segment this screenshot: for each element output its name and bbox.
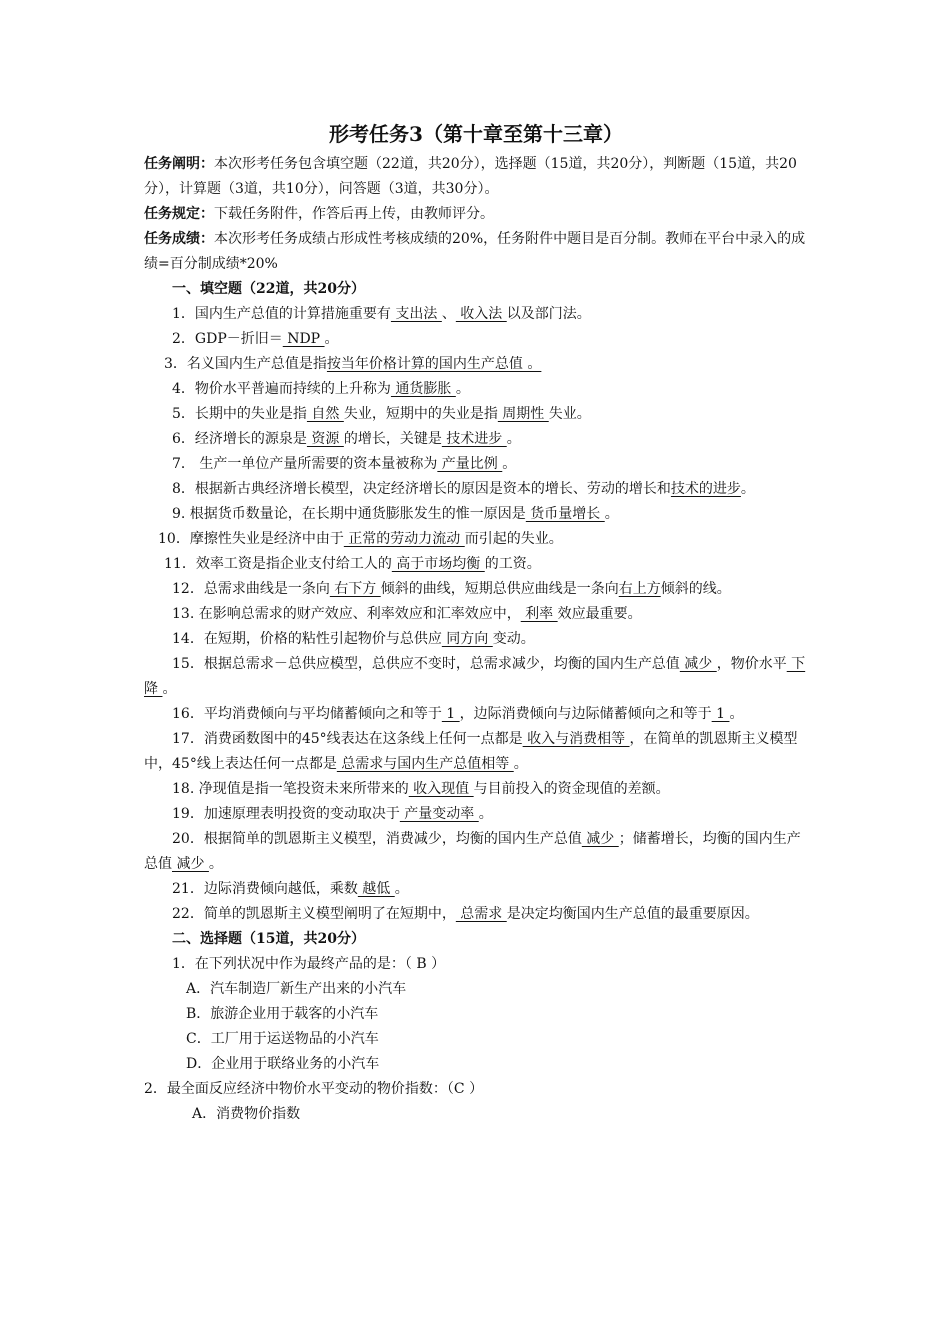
document-page: [144, 118, 808, 1127]
question-text: 。: [324, 331, 339, 347]
fill-question-5: [144, 402, 808, 427]
question-text: 失业，短期中的失业是指: [343, 406, 498, 422]
fill-question-4: [144, 377, 808, 402]
fill-question-13: [144, 602, 808, 627]
question-text: 。: [455, 381, 470, 397]
fill-question-11: [144, 552, 808, 577]
question-text: 20．根据简单的凯恩斯主义模型，消费减少，均衡的国内生产总值: [172, 831, 582, 847]
fill-question-20: [144, 827, 808, 877]
question-text: 。: [513, 756, 528, 772]
question-text: 失业。: [548, 406, 591, 422]
choice-option: A．汽车制造厂新生产出来的小汽车: [186, 981, 407, 997]
fill-question-19: [144, 802, 808, 827]
task-rules-text: 下载任务附件，作答后再上传，由教师评分。: [214, 206, 494, 222]
fill-question-17: [144, 727, 808, 777]
answer-blank: 下降: [144, 656, 806, 697]
question-text: ；储蓄增长，均衡的国内生产总值: [144, 831, 801, 872]
question-text: 12．总需求曲线是一条向: [172, 581, 330, 597]
question-text: 15．根据总需求－总供应模型，总供应不变时，总需求减少，均衡的国内生产总值: [172, 656, 680, 672]
answer-blank: 减少: [679, 656, 717, 672]
answer-blank: 减少: [172, 856, 209, 872]
fill-question-22: [144, 902, 808, 927]
question-text: 。: [740, 481, 755, 497]
task-description-text: 本次形考任务包含填空题（22道，共20分），选择题（15道，共20分），判断题（15道，共20分），计算题（3道，共10分），问答题（3道，共30分）。: [144, 156, 797, 197]
answer-blank: 右下方: [329, 581, 381, 597]
answer-blank: 1: [711, 706, 730, 722]
question-text: 4．物价水平普遍而持续的上升称为: [172, 381, 391, 397]
fill-question-10: [144, 527, 808, 552]
question-text: ，物价水平: [716, 656, 787, 672]
question-text: 5．长期中的失业是指: [172, 406, 307, 422]
fill-question-6: [144, 427, 808, 452]
answer-blank: 高于市场均衡: [391, 556, 485, 572]
document-title: 形考任务3（第十章至第十三章）: [329, 122, 623, 146]
answer-blank: 支出法: [390, 306, 442, 322]
fill-question-16: [144, 702, 808, 727]
question-text: 。: [394, 881, 409, 897]
question-text: 。: [502, 456, 517, 472]
question-text: 2．GDP－折旧＝: [172, 331, 283, 347]
choice-option: A．消费物价指数: [192, 1106, 301, 1122]
answer-blank: 收入现值: [408, 781, 474, 797]
question-text: 是决定均衡国内生产总值的最重要原因。: [506, 906, 759, 922]
question-text: 的工资。: [484, 556, 541, 572]
answer-blank: 技术进步: [441, 431, 507, 447]
choice-option: C．工厂用于运送物品的小汽车: [186, 1031, 379, 1047]
fill-question-7: [144, 452, 808, 477]
fill-question-9: [144, 502, 808, 527]
question-text: 13. 在影响总需求的财产效应、利率效应和汇率效应中，: [172, 606, 521, 622]
question-text: 7． 生产一单位产量所需要的资本量被称为: [172, 456, 438, 472]
question-text: 效应最重要。: [557, 606, 642, 622]
task-score-text: 本次形考任务成绩占形成性考核成绩的20%，任务附件中题目是百分制。教师在平台中录入的成绩=百分制成绩*20%: [144, 231, 806, 272]
question-text: 以及部门法。: [506, 306, 591, 322]
choice-question-1-stem: 1．在下列状况中作为最终产品的是：（ B ）: [172, 956, 446, 972]
answer-blank: 按当年价格计算的国内生产总值 。: [326, 356, 542, 372]
answer-blank: 资源: [306, 431, 344, 447]
answer-blank: 通货膨胀: [390, 381, 456, 397]
task-description-label: 任务阐明：: [144, 156, 214, 172]
fill-question-12: [144, 577, 808, 602]
fill-question-14: [144, 627, 808, 652]
question-text: 。: [506, 431, 521, 447]
question-text: 。: [604, 506, 619, 522]
question-text: 10．摩擦性失业是经济中由于: [158, 531, 344, 547]
question-text: 17．消费函数图中的45°线表达在这条线上任何一点都是: [172, 731, 523, 747]
answer-blank: 产量变动率: [399, 806, 479, 822]
answer-blank: 收入法: [455, 306, 507, 322]
fill-question-15: [144, 652, 808, 702]
question-text: 而引起的失业。: [464, 531, 563, 547]
fill-question-8: [144, 477, 808, 502]
question-text: 22．简单的凯恩斯主义模型阐明了在短期中，: [172, 906, 456, 922]
answer-blank: 1: [441, 706, 460, 722]
answer-blank: 正常的劳动力流动: [343, 531, 465, 547]
task-score: [144, 227, 808, 277]
question-text: 。: [729, 706, 744, 722]
task-rules-label: 任务规定：: [144, 206, 214, 222]
answer-blank: 周期性: [497, 406, 549, 422]
choice-option: B．旅游企业用于载客的小汽车: [186, 1006, 379, 1022]
question-text: 倾斜的曲线，短期总供应曲线是一条向: [380, 581, 619, 597]
answer-blank: 产量比例: [437, 456, 503, 472]
question-text: 的增长，关键是: [343, 431, 442, 447]
task-score-label: 任务成绩：: [144, 231, 214, 247]
question-text: 倾斜的线。: [660, 581, 731, 597]
task-rules: [144, 202, 808, 227]
answer-blank: 同方向: [441, 631, 493, 647]
fill-question-3: [144, 352, 808, 377]
answer-blank: 减少: [581, 831, 619, 847]
question-text: ，边际消费倾向与边际储蓄倾向之和等于: [459, 706, 712, 722]
question-text: 21．边际消费倾向越低，乘数: [172, 881, 358, 897]
question-text: 18. 净现值是指一笔投资未来所带来的: [172, 781, 409, 797]
question-text: 16．平均消费倾向与平均储蓄倾向之和等于: [172, 706, 442, 722]
question-text: ，在简单的凯恩斯主义模型中，45°线上表达任何一点都是: [144, 731, 798, 772]
answer-blank: 技术的进步: [670, 481, 741, 497]
question-text: 。: [208, 856, 223, 872]
section-choice-heading: 二、选择题（15道，共20分）: [172, 931, 365, 947]
fill-question-2: [144, 327, 808, 352]
answer-blank: 右上方: [618, 581, 661, 597]
answer-blank: 越低: [357, 881, 395, 897]
choice-question-2-stem: 2．最全面反应经济中物价水平变动的物价指数：（C ）: [144, 1081, 484, 1097]
fill-question-21: [144, 877, 808, 902]
answer-blank: 总需求: [455, 906, 507, 922]
question-text: 9. 根据货币数量论，在长期中通货膨胀发生的惟一原因是: [172, 506, 526, 522]
section-fill-in-heading: 一、填空题（22道，共20分）: [172, 281, 365, 297]
task-description: [144, 152, 808, 202]
question-text: 3．名义国内生产总值是指: [164, 356, 327, 372]
question-text: 、: [441, 306, 456, 322]
answer-blank: 货币量增长: [525, 506, 605, 522]
fill-question-18: [144, 777, 808, 802]
answer-blank: NDP: [282, 331, 325, 347]
question-text: 8．根据新古典经济增长模型，决定经济增长的原因是资本的增长、劳动的增长和: [172, 481, 671, 497]
question-text: 。: [162, 681, 177, 697]
question-text: 19．加速原理表明投资的变动取决于: [172, 806, 400, 822]
answer-blank: 收入与消费相等: [522, 731, 630, 747]
question-text: 11．效率工资是指企业支付给工人的: [164, 556, 392, 572]
answer-blank: 自然: [306, 406, 344, 422]
answer-blank: 总需求与国内生产总值相等: [336, 756, 514, 772]
question-text: 变动。: [492, 631, 535, 647]
question-text: 14．在短期，价格的粘性引起物价与总供应: [172, 631, 442, 647]
question-text: 。: [478, 806, 493, 822]
fill-question-1: [144, 302, 808, 327]
question-text: 6．经济增长的源泉是: [172, 431, 307, 447]
answer-blank: 利率: [520, 606, 558, 622]
question-text: 1．国内生产总值的计算措施重要有: [172, 306, 391, 322]
question-text: 与目前投入的资金现值的差额。: [473, 781, 670, 797]
choice-option: D．企业用于联络业务的小汽车: [186, 1056, 380, 1072]
